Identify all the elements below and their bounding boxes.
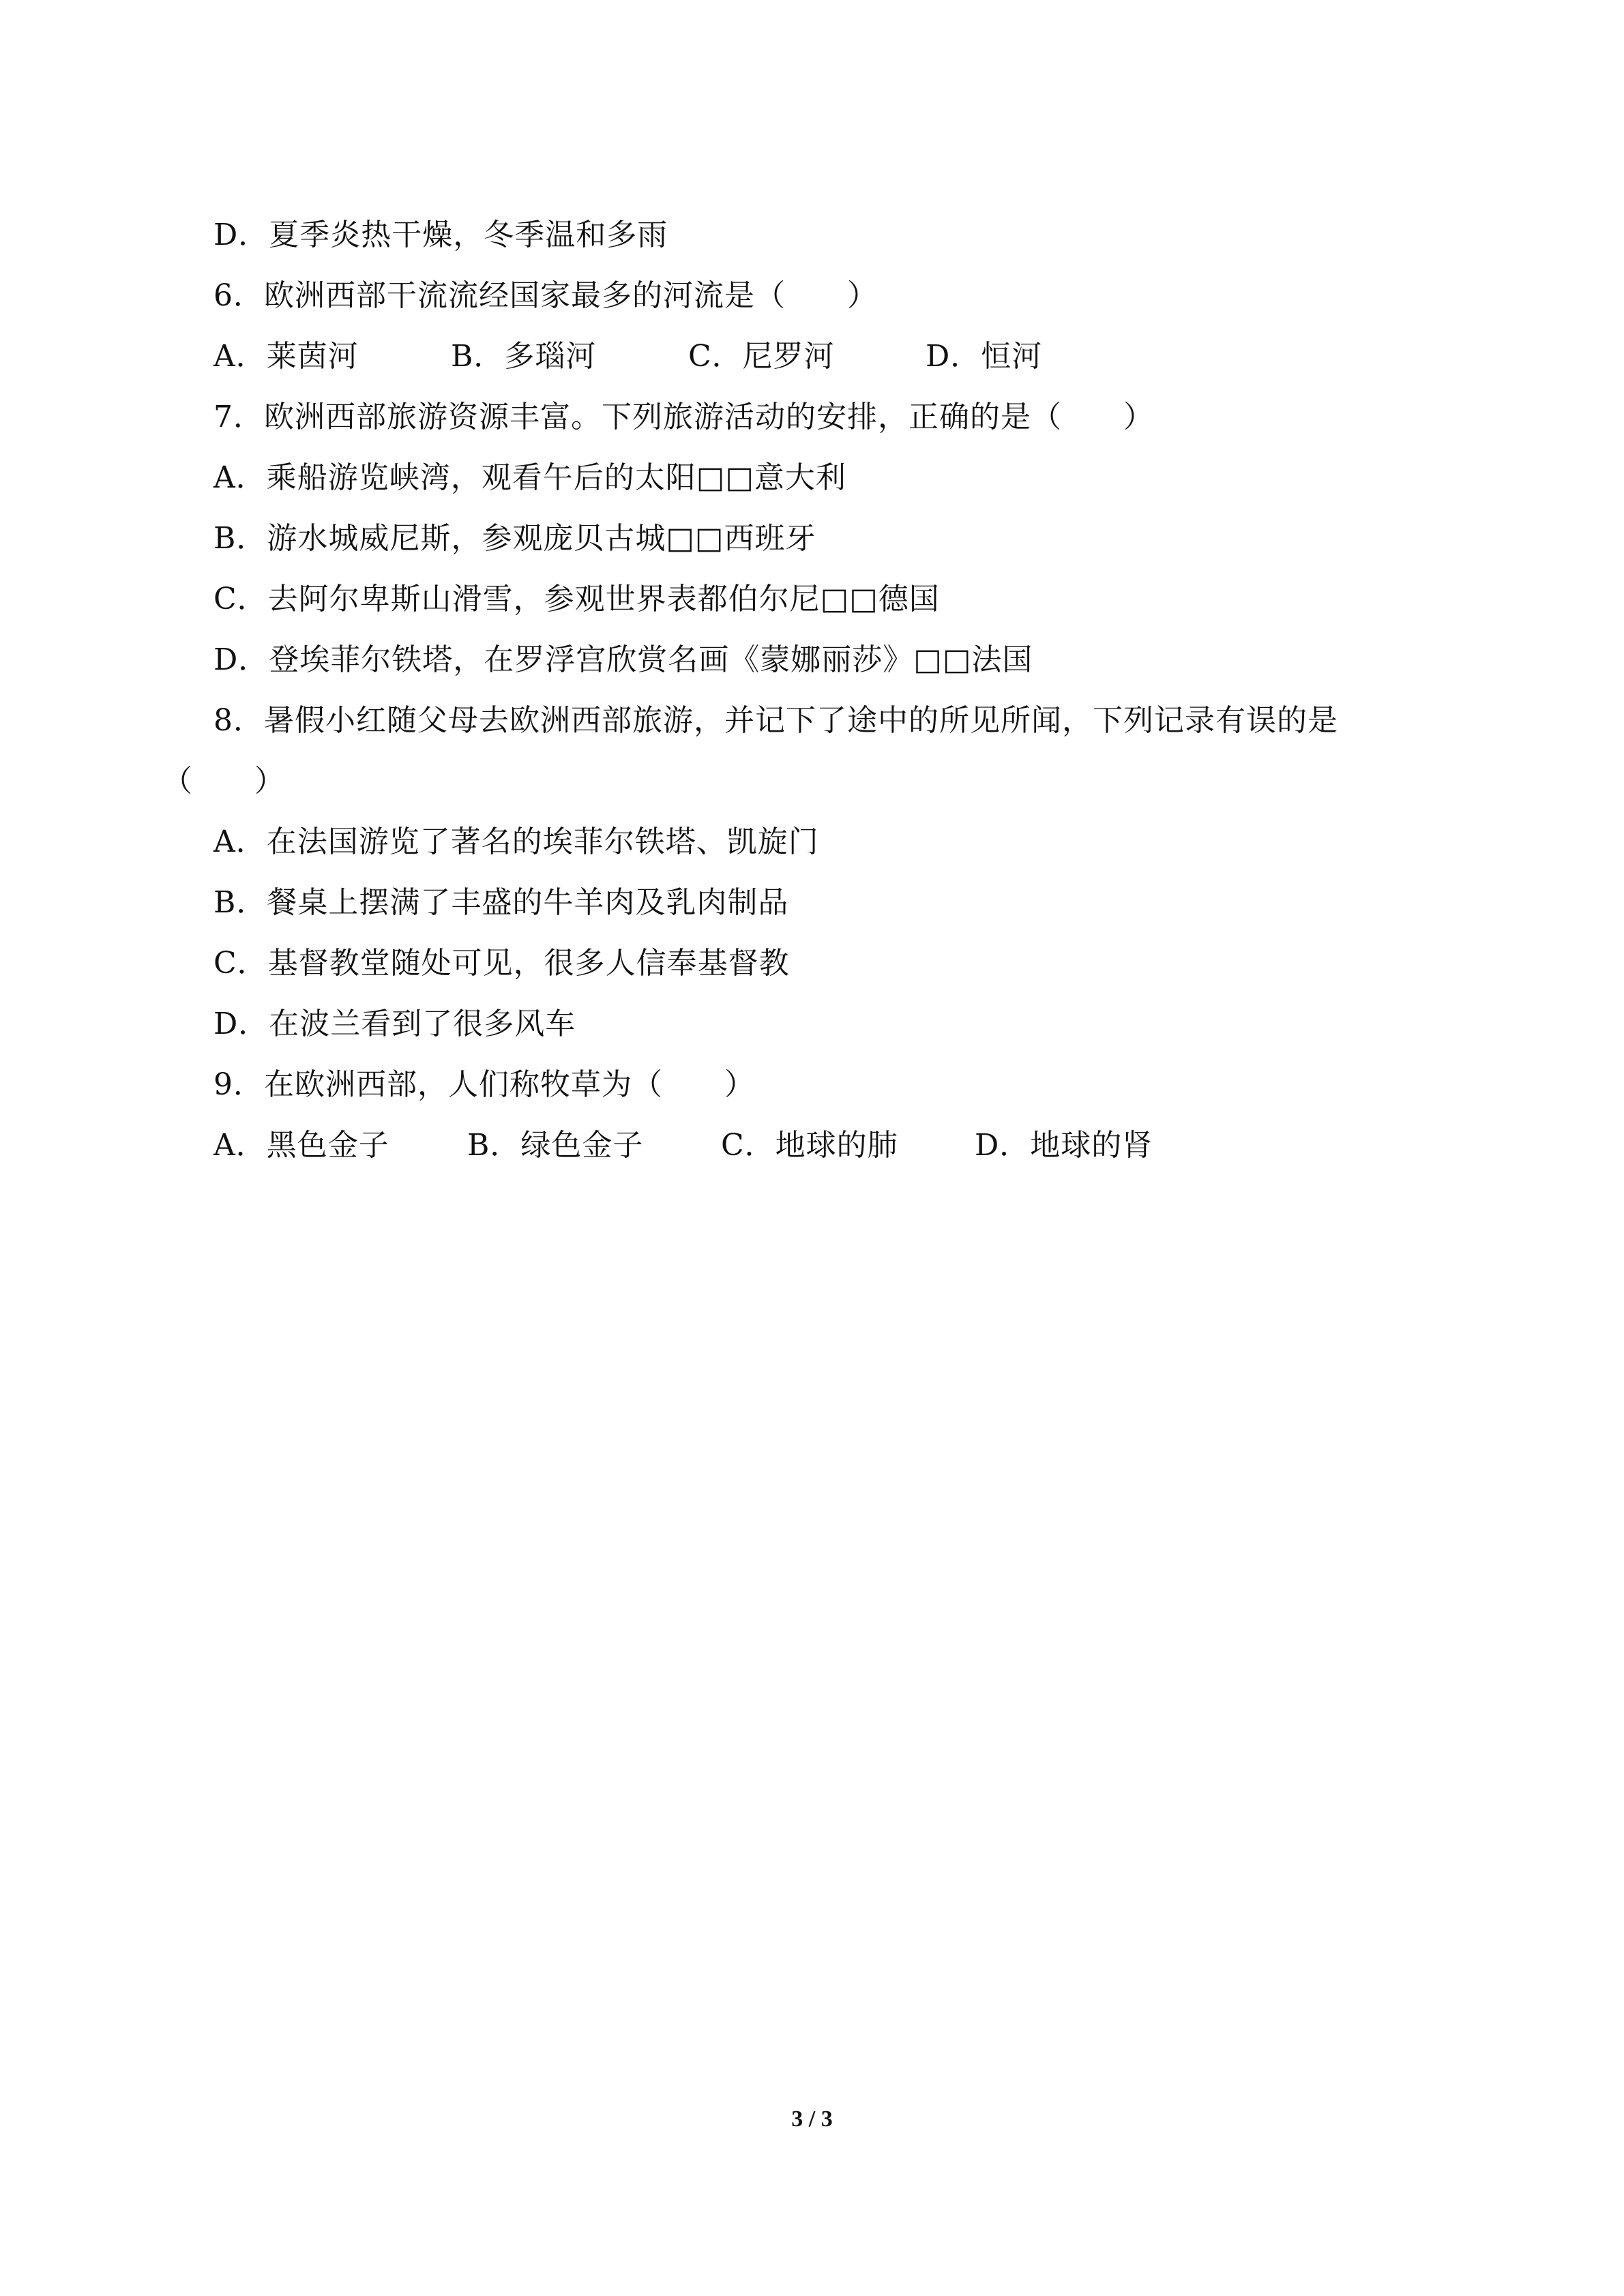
page-number: 3 / 3 (791, 2106, 833, 2132)
q9-option-a: A．黑色金子 (213, 1128, 389, 1163)
q6-option-a: A．莱茵河 (213, 339, 359, 374)
q9-stem: 9．在欧洲西部，人们称牧草为（ ） (213, 1067, 755, 1102)
q7-option-a: A．乘船游览峡湾，观看午后的太阳□□意大利 (213, 460, 846, 495)
q9-option-b: B．绿色金子 (467, 1128, 644, 1163)
q9-option-d: D．地球的肾 (975, 1128, 1153, 1163)
q8-option-a: A．在法国游览了著名的埃菲尔铁塔、凯旋门 (213, 824, 819, 859)
q9-option-c: C．地球的肺 (721, 1128, 898, 1163)
q8-stem: 8．暑假小红随父母去欧洲西部旅游，并记下了途中的所见所闻，下列记录有误的是 (213, 703, 1338, 738)
q8-stem-continuation: （ ） (162, 764, 285, 799)
q7-option-d: D．登埃菲尔铁塔，在罗浮宫欣赏名画《蒙娜丽莎》□□法国 (213, 642, 1033, 677)
q6-stem: 6．欧洲西部干流流经国家最多的河流是（ ） (213, 278, 878, 313)
q7-option-c: C．去阿尔卑斯山滑雪，参观世界表都伯尔尼□□德国 (213, 582, 940, 616)
q7-stem: 7．欧洲西部旅游资源丰富。下列旅游活动的安排，正确的是（ ） (213, 400, 1154, 434)
q8-option-c: C．基督教堂随处可见，很多人信奉基督教 (213, 946, 790, 981)
q5-option-d: D．夏季炎热干燥，冬季温和多雨 (213, 218, 668, 252)
q6-option-b: B．多瑙河 (451, 339, 597, 374)
q8-option-b: B．餐桌上摆满了丰盛的牛羊肉及乳肉制品 (213, 885, 789, 920)
q6-option-c: C．尼罗河 (688, 339, 835, 374)
q7-option-b: B．游水城威尼斯，参观庞贝古城□□西班牙 (213, 521, 816, 556)
q8-option-d: D．在波兰看到了很多风车 (213, 1007, 576, 1041)
q6-option-d: D．恒河 (926, 339, 1043, 374)
